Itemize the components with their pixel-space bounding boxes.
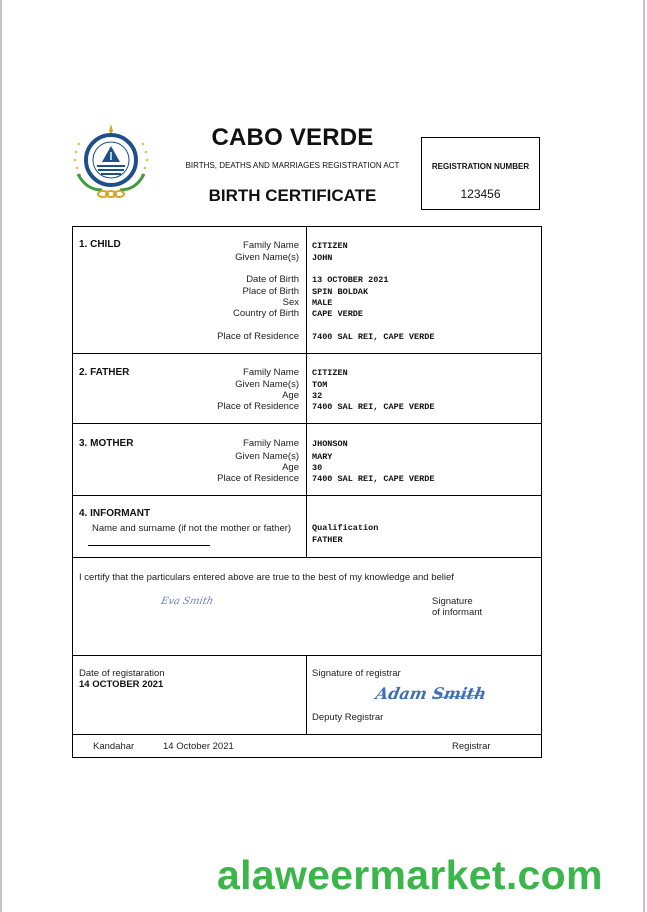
registration-date-label: Date of registaration (79, 668, 165, 679)
child-dob-value: 13 OCTOBER 2021 (312, 275, 389, 285)
mother-residence-label: Place of Residence (217, 473, 299, 484)
informant-name-label: Name and surname (if not the mother or father) (92, 523, 292, 534)
footer-place: Kandahar (93, 741, 135, 752)
child-family-name-value: CITIZEN (312, 241, 348, 251)
father-age-value: 32 (312, 391, 323, 401)
column-divider-lower (306, 655, 307, 734)
father-family-name-label: Family Name (243, 367, 299, 378)
mother-age-value: 30 (312, 463, 323, 473)
certification-statement: I certify that the particulars entered above are true to the best of my knowledge and belief (79, 572, 454, 583)
signature-label-line1: Signature (432, 596, 473, 607)
child-place-of-birth-value: SPIN BOLDAK (312, 287, 369, 297)
divider-informant-certification (73, 557, 541, 558)
page-edge-right (643, 0, 645, 912)
child-residence-value: 7400 SAL REI, CAPE VERDE (312, 332, 435, 342)
signature-label-line2: of informant (432, 607, 483, 618)
mother-family-name-label: Family Name (243, 438, 299, 449)
divider-child-father (73, 353, 541, 354)
mother-age-label: Age (282, 462, 299, 473)
child-dob-label: Date of Birth (246, 274, 299, 285)
registrar-signature: Adam Smith (374, 684, 488, 703)
child-country-of-birth-label: Country of Birth (233, 308, 299, 319)
child-place-of-birth-label: Place of Birth (242, 286, 299, 297)
section-heading-father: 2. FATHER (79, 367, 130, 378)
section-heading-child: 1. CHILD (79, 239, 121, 250)
section-heading-informant: 4. INFORMANT (79, 508, 151, 519)
informant-name-blank-line (88, 545, 210, 546)
father-given-names-value: TOM (312, 380, 328, 390)
certificate-form (72, 226, 542, 758)
mother-given-names-value: MARY (312, 452, 333, 462)
registrar-signature-label: Signature of registrar (312, 668, 401, 679)
registration-number-box (421, 137, 540, 210)
qualification-label: Qualification (312, 523, 379, 533)
father-given-names-label: Given Name(s) (235, 379, 299, 390)
country-title: CABO VERDE (211, 124, 374, 151)
child-sex-value: MALE (312, 298, 333, 308)
page-edge-left (0, 0, 2, 912)
registration-date-value: 14 OCTOBER 2021 (79, 679, 164, 690)
child-family-name-label: Family Name (243, 240, 299, 251)
act-subtitle: BIRTHS, DEATHS AND MARRIAGES REGISTRATION ACT (185, 161, 400, 170)
section-heading-mother: 3. MOTHER (79, 438, 134, 449)
child-country-of-birth-value: CAPE VERDE (312, 309, 364, 319)
coat-of-arms-icon (70, 122, 152, 202)
father-family-name-value: CITIZEN (312, 368, 348, 378)
child-residence-label: Place of Residence (217, 331, 299, 342)
child-given-names-value: JOHN (312, 253, 333, 263)
informant-signature: Eva Smith (159, 596, 215, 607)
child-given-names-label: Given Name(s) (235, 252, 299, 263)
column-divider-upper (306, 227, 307, 557)
father-residence-label: Place of Residence (217, 401, 299, 412)
footer-role: Registrar (452, 741, 491, 752)
father-age-label: Age (282, 390, 299, 401)
divider-registration-footer (73, 734, 541, 735)
registration-number-label: REGISTRATION NUMBER (431, 162, 530, 171)
divider-father-mother (73, 423, 541, 424)
mother-family-name-value: JHONSON (312, 439, 348, 449)
divider-mother-informant (73, 495, 541, 496)
registration-number-value: 123456 (460, 187, 501, 201)
qualification-value: FATHER (312, 535, 343, 545)
father-residence-value: 7400 SAL REI, CAPE VERDE (312, 402, 435, 412)
watermark-text: alaweermarket.com (217, 852, 603, 898)
child-sex-label: Sex (282, 297, 299, 308)
mother-residence-value: 7400 SAL REI, CAPE VERDE (312, 474, 435, 484)
footer-date: 14 October 2021 (163, 741, 234, 752)
deputy-registrar-label: Deputy Registrar (312, 712, 384, 723)
mother-given-names-label: Given Name(s) (235, 451, 299, 462)
divider-certification-registration (73, 655, 541, 656)
document-title: BIRTH CERTIFICATE (208, 186, 377, 205)
